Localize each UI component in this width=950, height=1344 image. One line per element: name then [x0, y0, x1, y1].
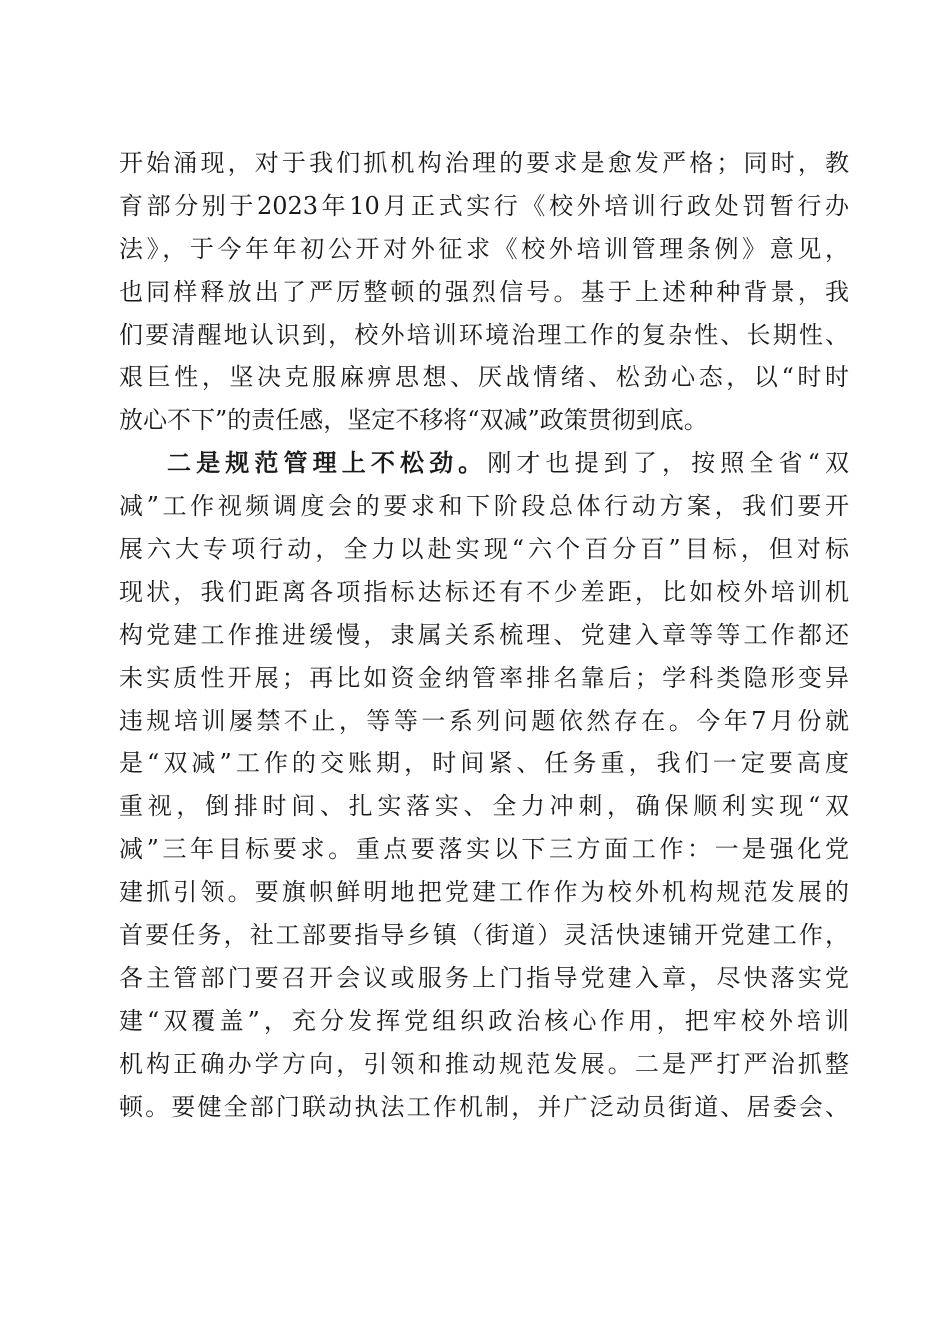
text-line: 建抓引领。要旗帜鲜明地把党建工作作为校外机构规范发展的: [119, 878, 849, 907]
text-line: 首要任务，社工部要指导乡镇（街道）灵活快速铺开党建工作，: [119, 921, 849, 950]
text-line: 机构正确办学方向，引领和推动规范发展。二是严打严治抓整: [119, 1049, 849, 1078]
text-line: 是“双减”工作的交账期，时间紧、任务重，我们一定要高度: [119, 749, 849, 778]
text-line: 法》，于今年年初公开对外征求《校外培训管理条例》意见，: [119, 234, 849, 263]
body-text: [119, 142, 849, 1128]
paragraph-first-line: [119, 442, 849, 485]
text-line: 们要清醒地认识到，校外培训环境治理工作的复杂性、长期性、: [119, 320, 849, 349]
text-line: 放心不下”的责任感，坚定不移将“双减”政策贯彻到底。: [119, 406, 708, 435]
text-line: 重视，倒排时间、扎实落实、全力冲刺，确保顺利实现“双: [119, 792, 849, 821]
section-heading: 二是规范管理上不松劲。: [167, 448, 488, 478]
text-line: 现状，我们距离各项指标达标还有不少差距，比如校外培训机: [119, 577, 849, 606]
text-line: 未实质性开展；再比如资金纳管率排名靠后；学科类隐形变异: [119, 663, 849, 692]
text-line: 开始涌现，对于我们抓机构治理的要求是愈发严格；同时，教: [119, 149, 849, 177]
text-line: 也同样释放出了严厉整顿的强烈信号。基于上述种种背景，我: [119, 277, 849, 306]
text-line: 建“双覆盖”，充分发挥党组织政治核心作用，把牢校外培训: [119, 1006, 849, 1035]
text-line: 展六大专项行动，全力以赴实现“六个百分百”目标，但对标: [119, 535, 849, 564]
text-run: 刚才也提到了，按照全省“双: [487, 449, 849, 478]
text-line: 构党建工作推进缓慢，隶属关系梳理、党建入章等等工作都还: [119, 620, 849, 649]
text-line: 育部分别于2023年10月正式实行《校外培训行政处罚暂行办: [119, 191, 849, 220]
text-line: 顿。要健全部门联动执法工作机制，并广泛动员街道、居委会、: [119, 1092, 849, 1121]
text-line: 减”工作视频调度会的要求和下阶段总体行动方案，我们要开: [119, 492, 849, 521]
text-line: 违规培训屡禁不止，等等一系列问题依然存在。今年7月份就: [119, 706, 849, 735]
text-line: 各主管部门要召开会议或服务上门指导党建入章，尽快落实党: [119, 963, 849, 992]
text-line: 减”三年目标要求。重点要落实以下三方面工作：一是强化党: [119, 835, 849, 864]
text-line: 艰巨性，坚决克服麻痹思想、厌战情绪、松劲心态，以“时时: [119, 363, 849, 392]
